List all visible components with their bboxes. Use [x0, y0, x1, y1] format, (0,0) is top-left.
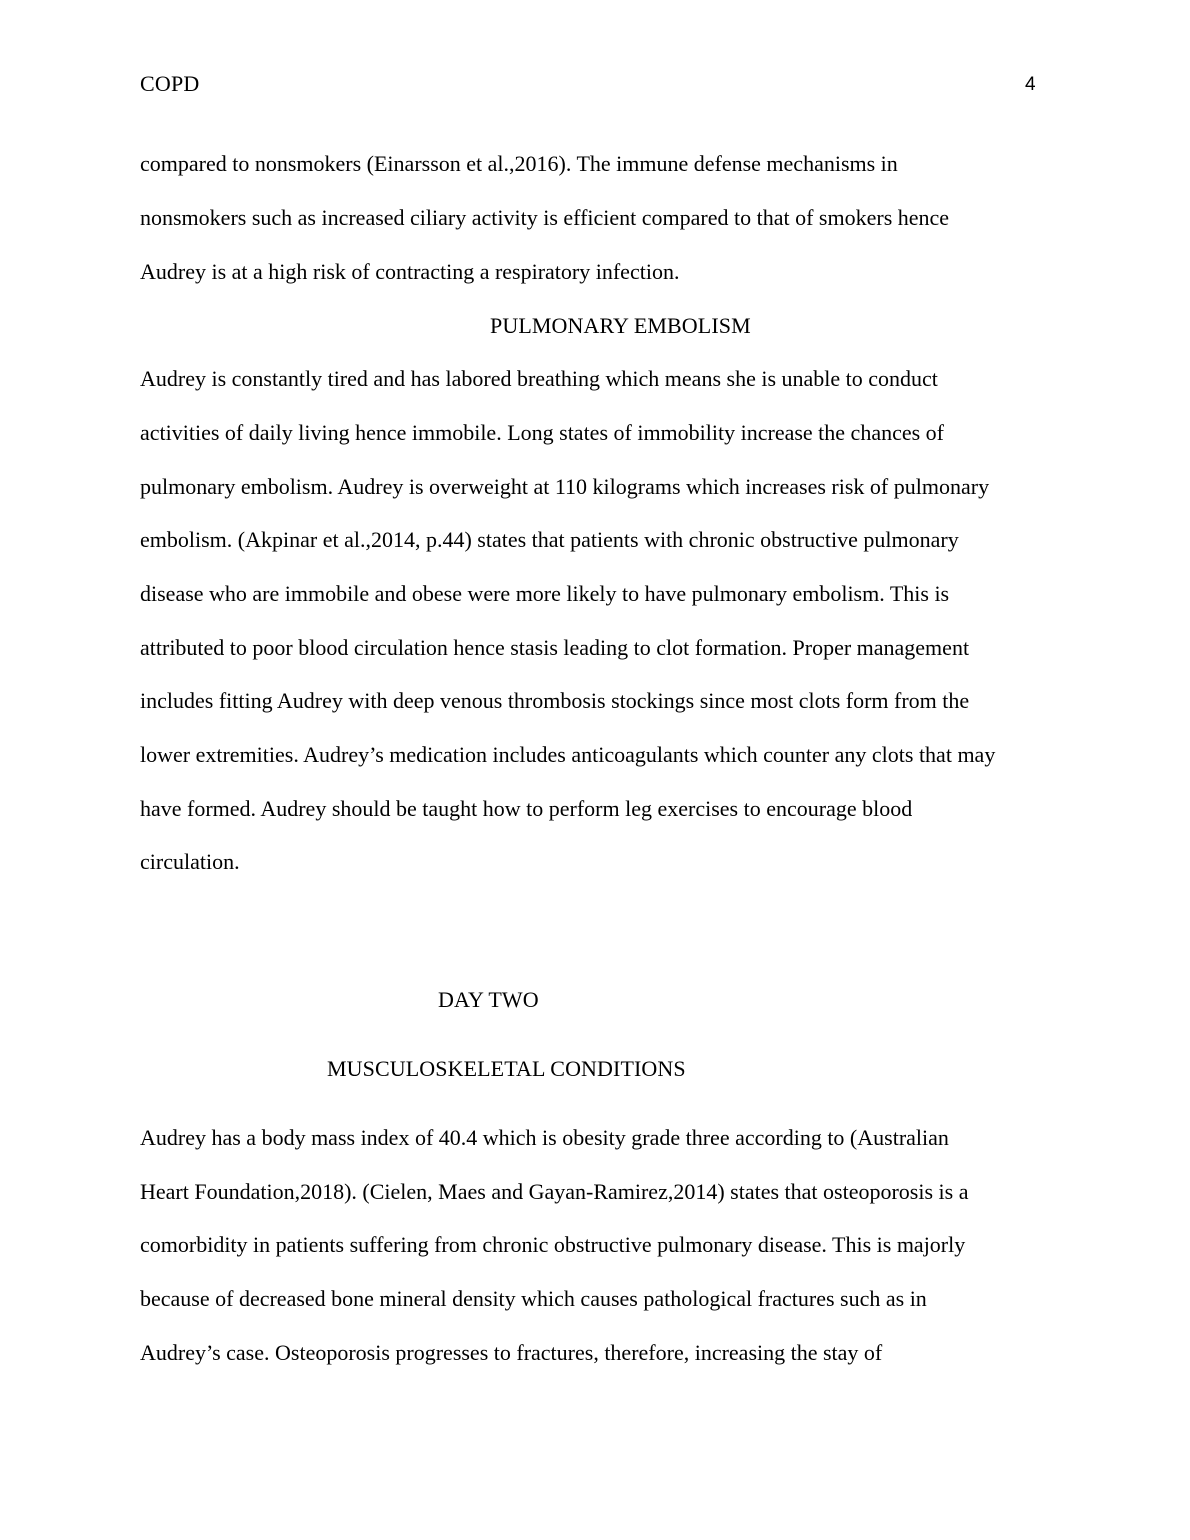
paragraph-line: because of decreased bone mineral density which causes pathological fractures such as in [140, 1286, 927, 1311]
paragraph-line: includes fitting Audrey with deep venous thrombosis stockings since most clots form from the [140, 688, 970, 713]
page-number: 4 [1025, 74, 1036, 95]
day-two-heading: DAY TWO [438, 987, 539, 1012]
paragraph-line: compared to nonsmokers (Einarsson et al.,2016). The immune defense mechanisms in [140, 151, 898, 176]
paragraph-line: nonsmokers such as increased ciliary activity is efficient compared to that of smokers hence [140, 205, 950, 230]
paragraph-line: comorbidity in patients suffering from chronic obstructive pulmonary disease. This is majorly [140, 1232, 966, 1257]
paragraph-line: attributed to poor blood circulation hence stasis leading to clot formation. Proper management [140, 635, 970, 660]
paragraph-line: Audrey’s case. Osteoporosis progresses to fractures, therefore, increasing the stay of [140, 1340, 883, 1365]
paragraph-line: pulmonary embolism. Audrey is overweight at 110 kilograms which increases risk of pulmonary [140, 474, 990, 499]
paragraph-line: Audrey is at a high risk of contracting a respiratory infection. [140, 259, 680, 284]
paragraph-line: have formed. Audrey should be taught how to perform leg exercises to encourage blood [140, 796, 913, 821]
paragraph-line: Heart Foundation,2018). (Cielen, Maes and Gayan-Ramirez,2014) states that osteoporosis is a [140, 1179, 969, 1204]
running-head: COPD [140, 71, 200, 96]
paragraph-line: Audrey has a body mass index of 40.4 which is obesity grade three according to (Australian [140, 1125, 949, 1150]
paragraph-line: embolism. (Akpinar et al.,2014, p.44) states that patients with chronic obstructive pulmonary [140, 527, 959, 552]
musculoskeletal-heading: MUSCULOSKELETAL CONDITIONS [327, 1056, 686, 1081]
paragraph-line: Audrey is constantly tired and has labored breathing which means she is unable to conduct [140, 366, 938, 391]
paragraph-line: disease who are immobile and obese were more likely to have pulmonary embolism. This is [140, 581, 950, 606]
paragraph-line: circulation. [140, 849, 240, 874]
paragraph-line: lower extremities. Audrey’s medication includes anticoagulants which counter any clots that may [140, 742, 996, 767]
pulmonary-embolism-heading: PULMONARY EMBOLISM [490, 313, 751, 338]
paragraph-line: activities of daily living hence immobile. Long states of immobility increase the chances of [140, 420, 944, 445]
